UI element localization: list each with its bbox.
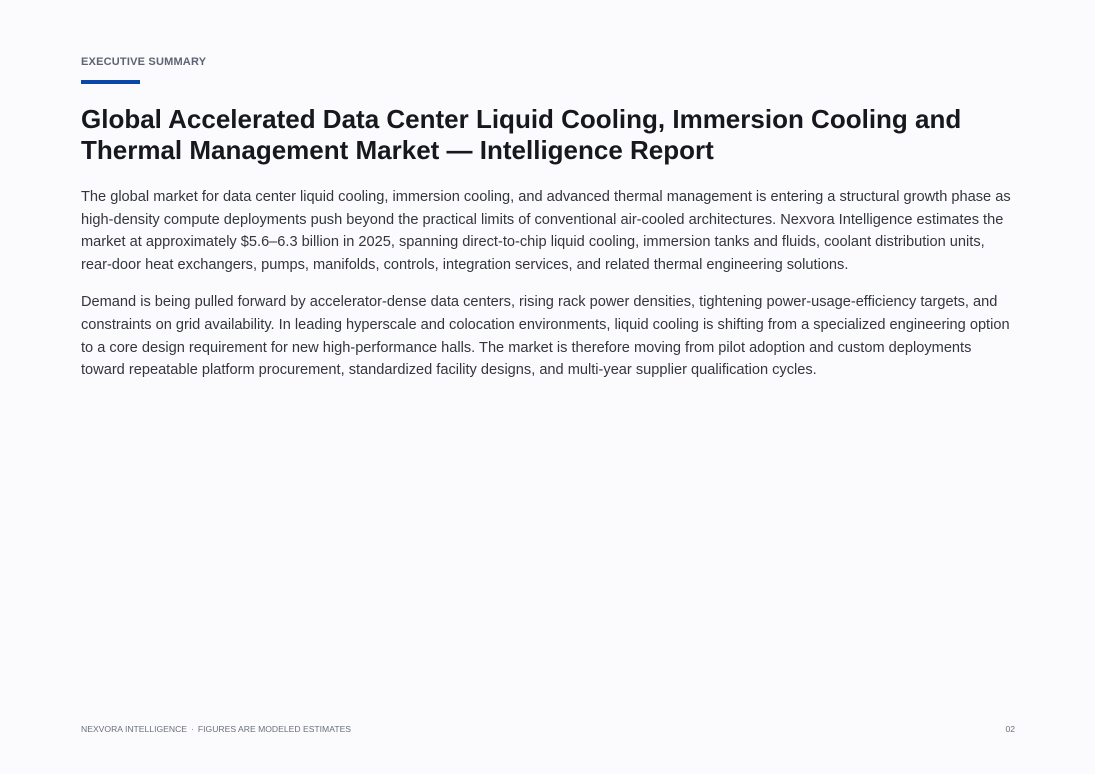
page-number: 02 (1005, 724, 1015, 734)
accent-rule (81, 80, 140, 84)
summary-body (81, 186, 1015, 397)
page-title: Global Accelerated Data Center Liquid Cooling, Immersion Cooling and Thermal Management Market — Intelligence Report (81, 104, 962, 165)
footer-brand: NEXVORA INTELLIGENCE (81, 724, 188, 734)
page-footer (81, 724, 1015, 734)
section-eyebrow: EXECUTIVE SUMMARY (81, 56, 207, 68)
summary-paragraph-2: Demand is being pulled forward by accelerator-dense data centers, rising rack power densities, tightening power-usage-efficiency targets, and constraints on grid availability. In leading hyperscale and colocation environments, liquid cooling is shifting from a specialized engineering option to a core design requirement for new high-performance halls. The market is therefore moving from pilot adoption and custom deployments toward repeatable platform procurement, standardized facility designs, and multi-year supplier qualification cycles. (81, 294, 1010, 379)
footer-note: FIGURES ARE MODELED ESTIMATES (197, 724, 352, 734)
footer-left (81, 724, 351, 734)
footer-separator: · (191, 724, 194, 734)
summary-paragraph-1: The global market for data center liquid cooling, immersion cooling, and advanced thermal management is entering a structural growth phase as high-density compute deployments push beyond the practical limits of conventional air-cooled architectures. Nexvora Intelligence estimates the market at approximately $5.6–6.3 billion in 2025, spanning direct-to-chip liquid cooling, immersion tanks and fluids, coolant distribution units, rear-door heat exchangers, pumps, manifolds, controls, integration services, and related thermal engineering solutions. (81, 189, 1011, 273)
report-page (81, 0, 1015, 774)
